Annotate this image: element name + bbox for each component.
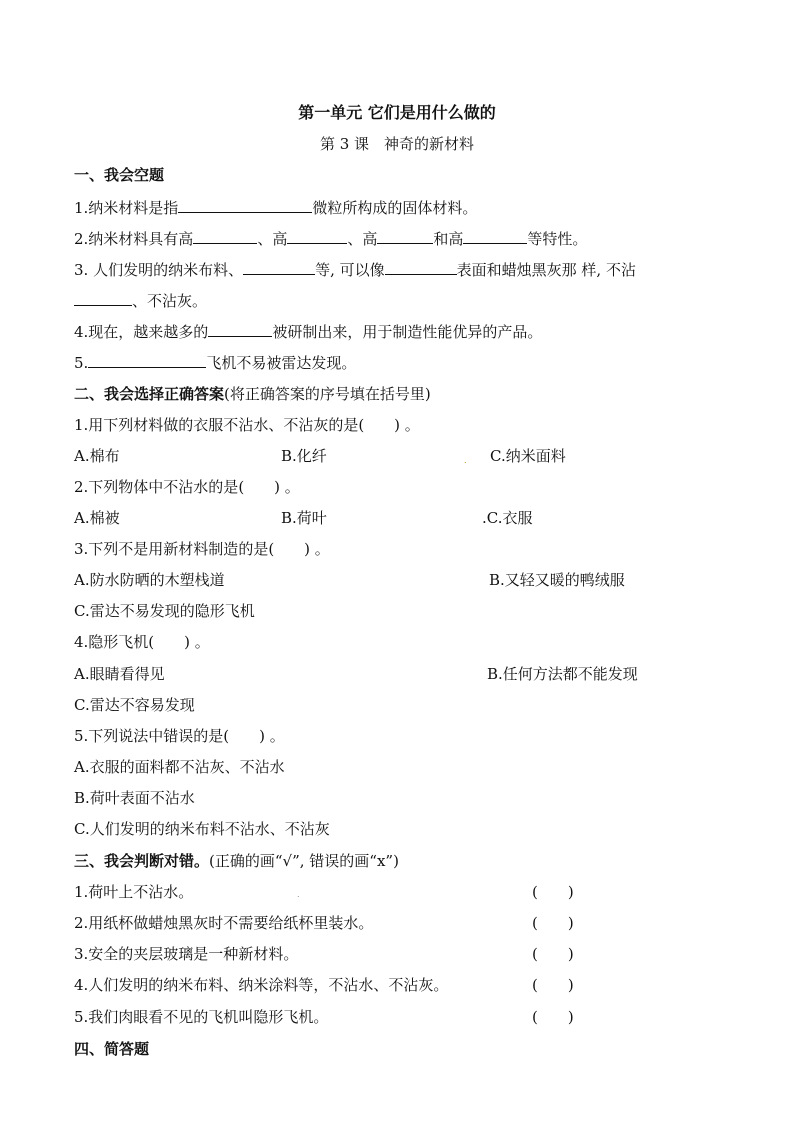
lesson-title: 第 3 课 神奇的新材料 (319, 135, 475, 153)
s3-item-5: 5.我们肉眼看不见的飞机叫隐形飞机。 (74, 1008, 329, 1026)
answer-parens[interactable]: ( ) (532, 883, 574, 901)
s1-q2: 2.纳米材料具有高 、高 、高 和高 等特性。 (74, 230, 588, 248)
s1-q3-cont: 、不沾灰。 (74, 290, 207, 311)
s2-q4-option-b[interactable]: B.任何方法都不能发现 (487, 665, 638, 683)
answer-parens[interactable]: ( ) (532, 976, 574, 994)
section2-heading: 二、我会选择正确答案(将正确答案的序号填在括号里) (74, 385, 431, 403)
s3-item-1: 1.荷叶上不沾水。 (74, 883, 194, 901)
s2-q4-option-a[interactable]: A.眼睛看得见 (74, 665, 165, 683)
s2-q5: 5.下列说法中错误的是( ) 。 (74, 727, 285, 745)
answer-blank[interactable] (178, 197, 312, 213)
s1-q1: 1.纳米材料是指 微粒所构成的固体材料。 (74, 199, 478, 217)
s1-q5: 5. 飞机不易被雷达发现。 (74, 354, 357, 372)
s2-q3-option-c[interactable]: C.雷达不易发现的隐形飞机 (74, 602, 255, 620)
s2-q3: 3.下列不是用新材料制造的是( ) 。 (74, 540, 330, 558)
answer-parens[interactable]: ( ) (532, 1008, 574, 1026)
answer-blank[interactable] (243, 259, 315, 275)
section1-heading: 一、我会空题 (74, 166, 165, 184)
answer-blank[interactable] (193, 228, 257, 244)
s2-q4: 4.隐形飞机( ) 。 (74, 633, 210, 651)
answer-blank[interactable] (463, 228, 527, 244)
s3-item-4: 4.人们发明的纳米布料、纳米涂料等，不沾水、不沾灰。 (74, 976, 449, 994)
s2-q2-option-c[interactable]: .C.衣服 (482, 509, 533, 527)
unit-title: 第一单元 它们是用什么做的 (298, 103, 496, 122)
answer-blank[interactable] (88, 352, 206, 368)
s1-q3: 3. 人们发明的纳米布料、 等, 可以像 表面和蜡烛黑灰那 样, 不沾 (74, 261, 636, 279)
s2-q1-option-b[interactable]: B.化纤 (281, 447, 327, 465)
s1-q4: 4.现在，越来越多的 被研制出来，用于制造性能优异的产品。 (74, 323, 543, 341)
section4-heading: 四、简答题 (74, 1040, 150, 1058)
s2-q1: 1.用下列材料做的衣服不沾水、不沾灰的是( ) 。 (74, 416, 420, 434)
s2-q5-option-c[interactable]: C.人们发明的纳米布料不沾水、不沾灰 (74, 820, 330, 838)
stray-dot: . (464, 456, 467, 465)
s2-q3-option-a[interactable]: A.防水防晒的木塑栈道 (74, 571, 225, 589)
s2-q2-option-b[interactable]: B.荷叶 (281, 509, 327, 527)
answer-parens[interactable]: ( ) (532, 914, 574, 932)
s2-q4-option-c[interactable]: C.雷达不容易发现 (74, 696, 195, 714)
answer-blank[interactable] (74, 290, 132, 306)
s2-q5-option-a[interactable]: A.衣服的面料都不沾灰、不沾水 (74, 758, 285, 776)
answer-blank[interactable] (208, 321, 272, 337)
s2-q5-option-b[interactable]: B.荷叶表面不沾水 (74, 789, 195, 807)
answer-parens[interactable]: ( ) (532, 945, 574, 963)
section3-heading: 三、我会判断对错。(正确的画“√”, 错误的画“x”) (74, 852, 399, 870)
s2-q3-option-b[interactable]: B.又轻又暖的鸭绒服 (489, 571, 625, 589)
s2-q2: 2.下列物体中不沾水的是( ) 。 (74, 478, 300, 496)
s3-item-3: 3.安全的夹层玻璃是一种新材料。 (74, 945, 299, 963)
answer-blank[interactable] (377, 228, 433, 244)
answer-blank[interactable] (385, 259, 457, 275)
answer-blank[interactable] (287, 228, 347, 244)
s2-q1-option-a[interactable]: A.棉布 (74, 447, 120, 465)
s2-q1-option-c[interactable]: C.纳米面料 (490, 447, 566, 465)
s3-item-2: 2.用纸杯做蜡烛黑灰时不需要给纸杯里装水。 (74, 914, 374, 932)
s2-q2-option-a[interactable]: A.棉被 (74, 509, 120, 527)
stray-dot: . (297, 890, 300, 899)
